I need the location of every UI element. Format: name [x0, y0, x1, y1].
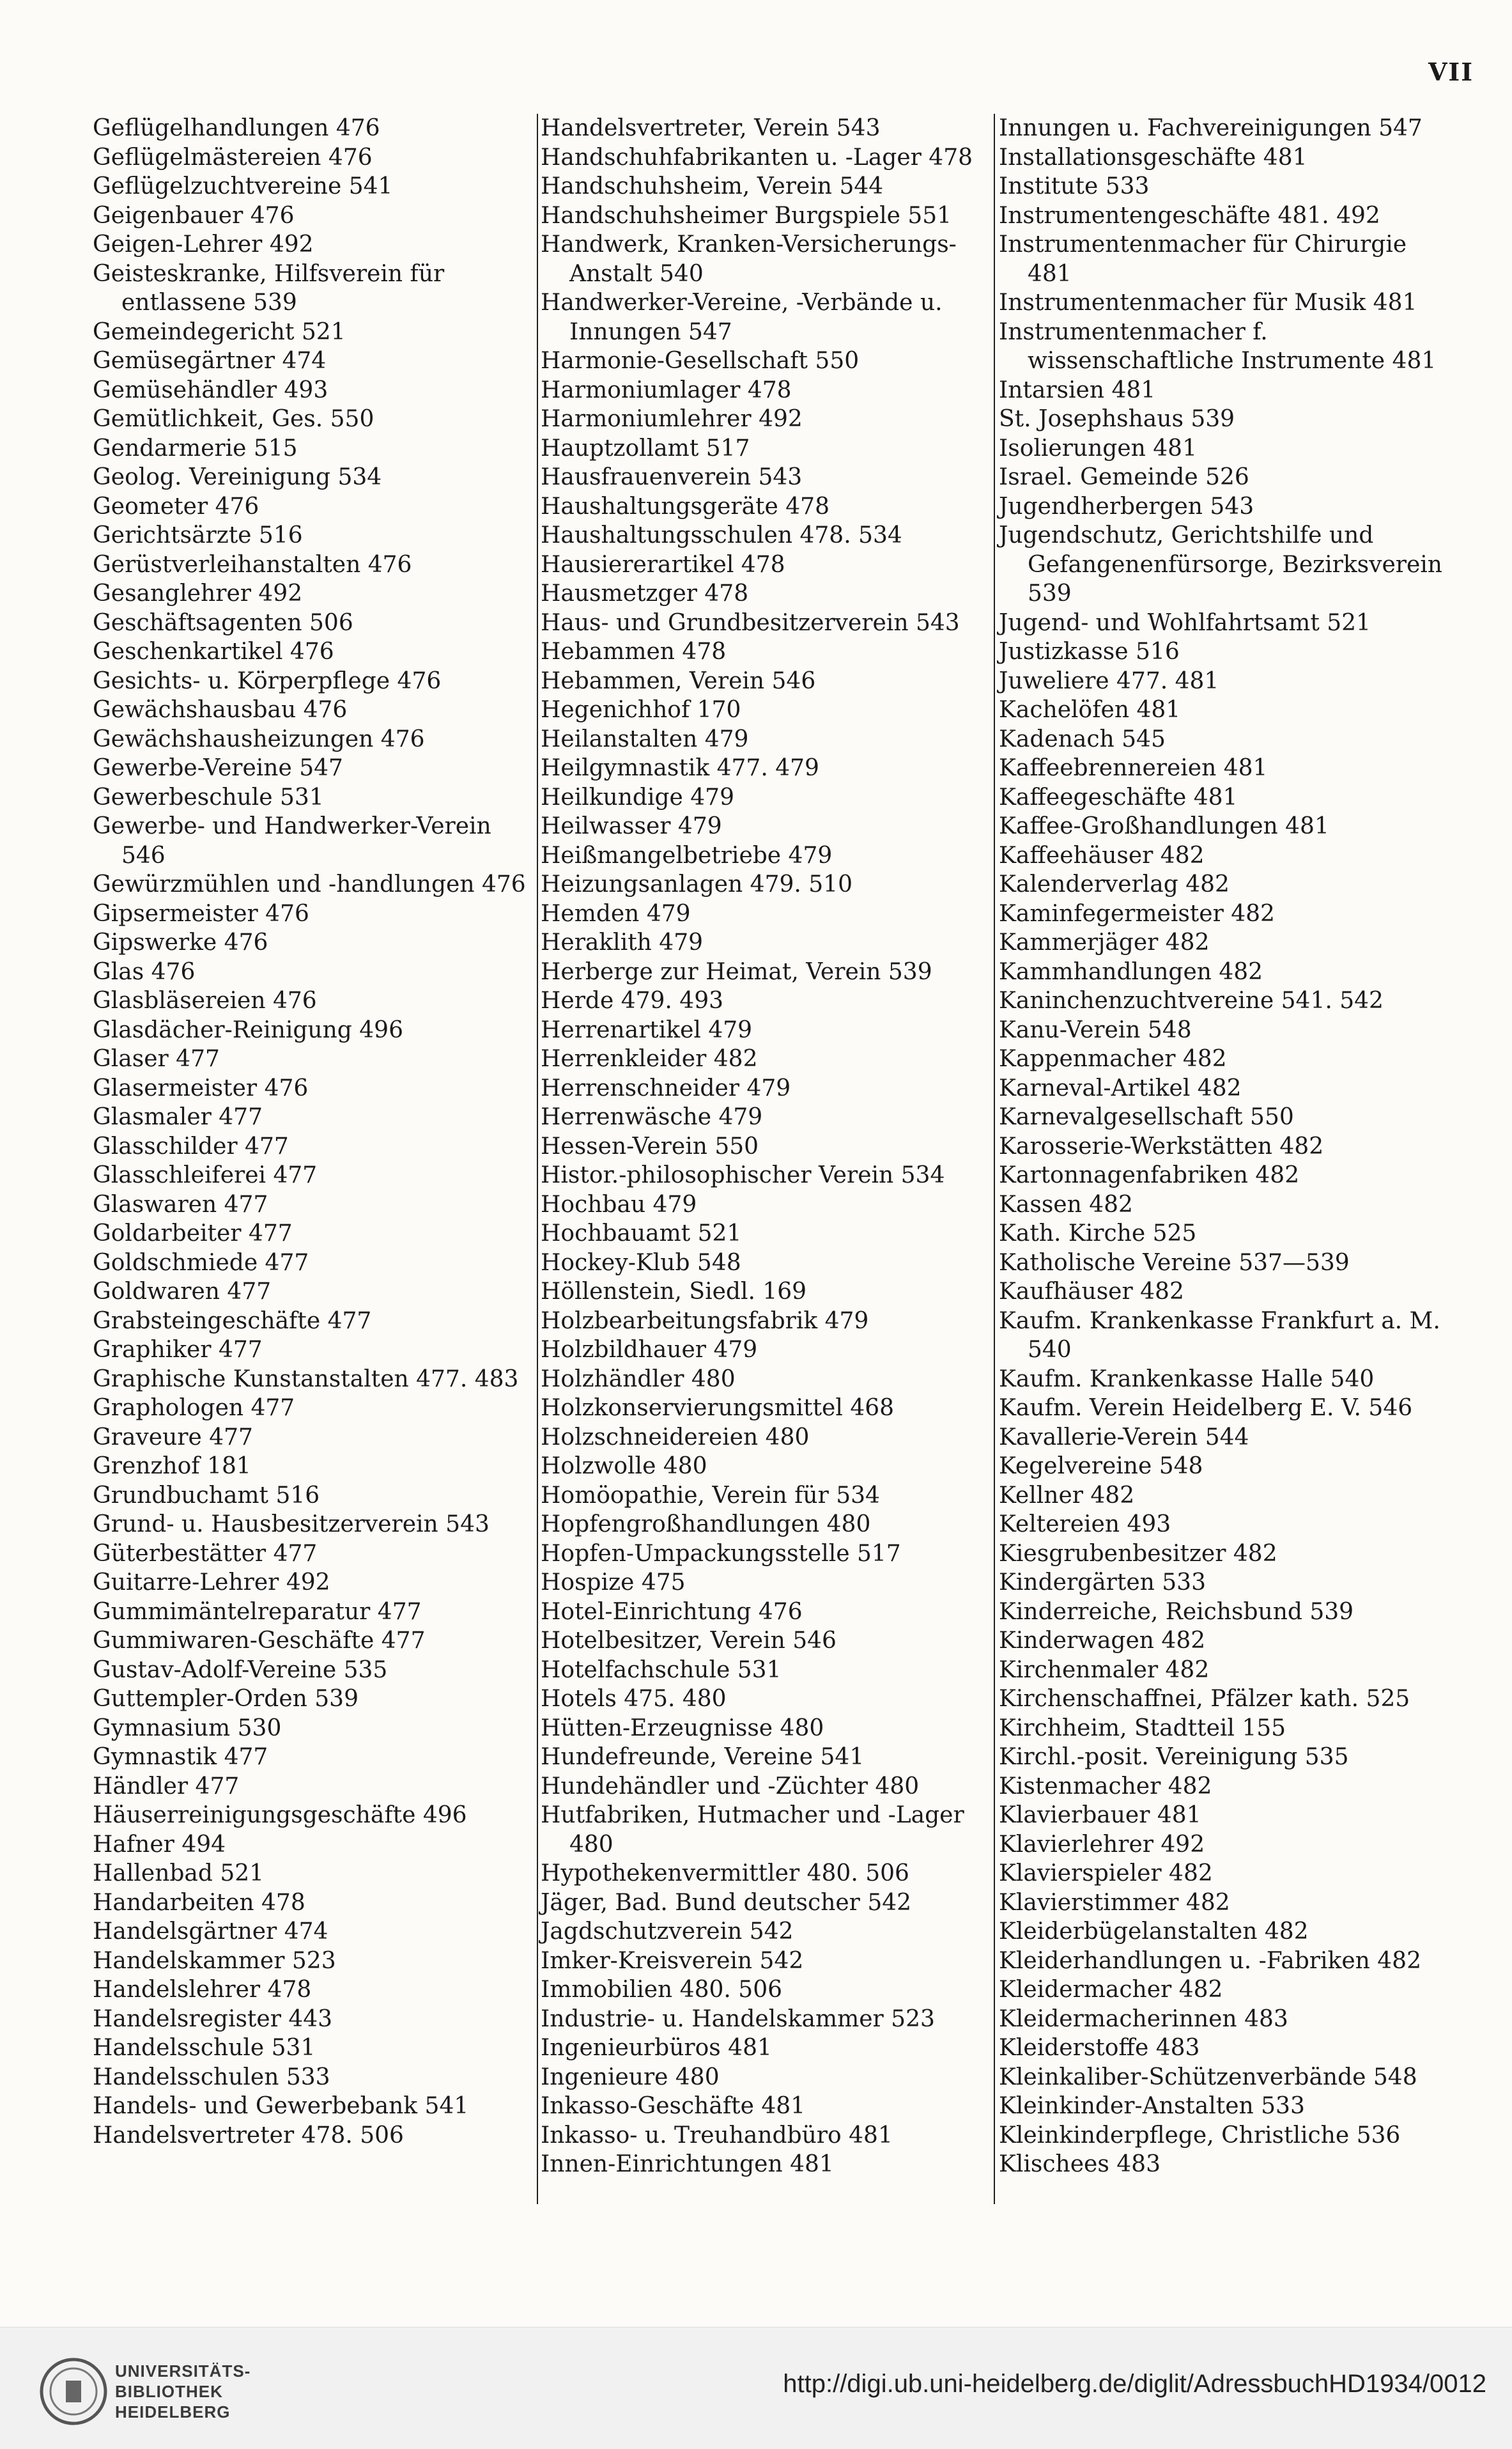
index-entry: Geschenkartikel 476: [93, 639, 334, 665]
index-entry: Holzhändler 480: [541, 1365, 736, 1392]
index-entry: Inkasso-Geschäfte 481: [541, 2093, 806, 2119]
index-entry: Klavierlehrer 492: [999, 1831, 1205, 1858]
index-entry: Kadenach 545: [999, 726, 1166, 752]
index-entry: Handels- und Gewerbebank 541: [93, 2093, 469, 2119]
index-entry: Geflügelhandlungen 476: [93, 115, 380, 141]
index-entry: Jäger, Bad. Bund deutscher 542: [541, 1889, 912, 1916]
index-entry: Klavierstimmer 482: [999, 1889, 1230, 1916]
index-entry: Kath. Kirche 525: [999, 1220, 1197, 1247]
index-entry: Güterbestätter 477: [93, 1540, 318, 1567]
index-entry: Herrenschneider 479: [541, 1075, 791, 1101]
index-entry: Kleiderbügelanstalten 482: [999, 1918, 1309, 1945]
index-entry: Hopfengroßhandlungen 480: [541, 1511, 871, 1537]
index-entry: Grundbuchamt 516: [93, 1482, 320, 1509]
index-entry: Kindergärten 533: [999, 1569, 1206, 1596]
index-entry: Kanu-Verein 548: [999, 1016, 1192, 1043]
index-entry: Hausiererartikel 478: [541, 551, 785, 578]
index-entry: Glasbläsereien 476: [93, 988, 317, 1014]
index-entry: Hochbau 479: [541, 1191, 697, 1218]
index-entry: Graphiker 477: [93, 1337, 263, 1363]
index-entry: Institute 533: [999, 173, 1150, 199]
index-entry: Herde 479. 493: [541, 988, 724, 1014]
index-entry: Gewürzmühlen und -handlungen 476: [93, 871, 526, 898]
index-entry: Kleiderhandlungen u. -Fabriken 482: [999, 1947, 1421, 1974]
index-entry: Kistenmacher 482: [999, 1773, 1212, 1800]
column-divider: [994, 114, 995, 2204]
index-entry: Handschuhsheimer Burgspiele 551: [541, 202, 952, 229]
index-entry: Hütten-Erzeugnisse 480: [541, 1714, 824, 1741]
index-entry: Kinderreiche, Reichsbund 539: [999, 1598, 1354, 1625]
index-entry: Goldarbeiter 477: [93, 1220, 293, 1247]
index-entry: Heilanstalten 479: [541, 726, 749, 752]
index-entry: Grenzhof 181: [93, 1453, 251, 1479]
index-entry: Klavierspieler 482: [999, 1860, 1213, 1886]
index-entry: Häuserreinigungsgeschäfte 496: [93, 1802, 467, 1828]
index-entry: Innungen u. Fachvereinigungen 547: [999, 115, 1423, 141]
index-entry: Gewächshausheizungen 476: [93, 726, 425, 752]
index-entry: Hallenbad 521: [93, 1860, 265, 1886]
index-entry: Holzbearbeitungsfabrik 479: [541, 1307, 869, 1334]
index-entry: Handwerker-Vereine, -Verbände u. Innungen 547: [541, 290, 943, 345]
index-entry: Jugend- und Wohlfahrtsamt 521: [999, 609, 1371, 636]
index-entry: Jugendherbergen 543: [999, 493, 1254, 520]
index-entry: Glas 476: [93, 958, 196, 985]
index-entry: Glaser 477: [93, 1046, 220, 1072]
index-entry: Immobilien 480. 506: [541, 1977, 782, 2003]
index-column-1: [93, 114, 534, 2150]
index-entry: Herrenkleider 482: [541, 1046, 758, 1072]
page-number: VII: [1428, 58, 1474, 86]
index-entry: Kaufm. Krankenkasse Halle 540: [999, 1365, 1375, 1392]
index-entry: Heilwasser 479: [541, 813, 722, 839]
index-entry: Holzwolle 480: [541, 1453, 707, 1479]
index-entry: Kleidermacher 482: [999, 1977, 1223, 2003]
index-entry: Kaminfegermeister 482: [999, 900, 1275, 927]
index-entry: Gemeindegericht 521: [93, 318, 346, 345]
index-entry: Heilgymnastik 477. 479: [541, 755, 819, 781]
index-entry: Handwerk, Kranken-Versicherungs-Anstalt 540: [541, 231, 957, 287]
index-entry: Kaffeebrennereien 481: [999, 755, 1268, 781]
index-entry: Heißmangelbetriebe 479: [541, 842, 833, 869]
index-entry: Gemütlichkeit, Ges. 550: [93, 406, 374, 432]
index-entry: Gerichtsärzte 516: [93, 522, 303, 548]
index-entry: Hotel-Einrichtung 476: [541, 1598, 803, 1625]
index-entry: Geigen-Lehrer 492: [93, 231, 314, 258]
index-entry: Handelsvertreter 478. 506: [93, 2122, 404, 2149]
index-entry: Installationsgeschäfte 481: [999, 144, 1308, 171]
index-entry: Kammerjäger 482: [999, 929, 1210, 956]
index-entry: Geflügelmästereien 476: [93, 144, 373, 171]
logo-line: HEIDELBERG: [115, 2402, 231, 2422]
viewer-footer: [0, 2327, 1512, 2449]
logo-line: UNIVERSITÄTS-: [115, 2361, 251, 2381]
index-entry: Gummimäntelreparatur 477: [93, 1598, 422, 1625]
index-entry: Kleiderstoffe 483: [999, 2035, 1200, 2061]
index-entry: Hutfabriken, Hutmacher und -Lager 480: [541, 1802, 964, 1858]
index-entry: Handelsgärtner 474: [93, 1918, 328, 1945]
index-entry: Kaufm. Verein Heidelberg E. V. 546: [999, 1395, 1413, 1421]
index-entry: Geschäftsagenten 506: [93, 609, 353, 636]
index-entry: Kleinkinder-Anstalten 533: [999, 2093, 1305, 2119]
index-entry: Kalenderverlag 482: [999, 871, 1230, 898]
index-entry: Instrumentenmacher für Chirurgie 481: [999, 231, 1407, 287]
index-entry: Kiesgrubenbesitzer 482: [999, 1540, 1277, 1567]
index-entry: Instrumentenmacher für Musik 481: [999, 290, 1417, 316]
index-column-2: [541, 114, 991, 2179]
index-entry: Herrenartikel 479: [541, 1016, 753, 1043]
index-entry: Gewerbeschule 531: [93, 784, 324, 811]
index-entry: Instrumentenmacher f. wissenschaftliche Instrumente 481: [999, 318, 1437, 374]
index-entry: Hausmetzger 478: [541, 580, 749, 607]
index-entry: Handelsvertreter, Verein 543: [541, 115, 881, 141]
index-entry: Jagdschutzverein 542: [541, 1918, 794, 1945]
index-entry: Katholische Vereine 537—539: [999, 1249, 1350, 1276]
index-entry: Kleinkinderpflege, Christliche 536: [999, 2122, 1401, 2149]
index-entry: Histor.-philosophischer Verein 534: [541, 1162, 945, 1188]
index-entry: Harmoniumlehrer 492: [541, 406, 803, 432]
index-entry: Hemden 479: [541, 900, 691, 927]
index-entry: Heraklith 479: [541, 929, 704, 956]
index-entry: Handelslehrer 478: [93, 1977, 312, 2003]
index-entry: Gummiwaren-Geschäfte 477: [93, 1628, 426, 1654]
index-entry: Holzschneidereien 480: [541, 1424, 810, 1450]
index-entry: Justizkasse 516: [999, 639, 1180, 665]
index-entry: Guttempler-Orden 539: [93, 1686, 359, 1712]
index-entry: Innen-Einrichtungen 481: [541, 2151, 834, 2177]
index-entry: Handelsschule 531: [93, 2035, 316, 2061]
index-entry: Hebammen, Verein 546: [541, 667, 816, 694]
index-entry: Geisteskranke, Hilfsverein für entlassene 539: [93, 260, 445, 316]
index-entry: Kinderwagen 482: [999, 1628, 1206, 1654]
column-divider: [537, 114, 538, 2204]
index-entry: Kassen 482: [999, 1191, 1133, 1218]
index-entry: Hotels 475. 480: [541, 1686, 727, 1712]
index-entry: Kegelvereine 548: [999, 1453, 1203, 1479]
index-entry: Graphologen 477: [93, 1395, 295, 1421]
index-entry: Hospize 475: [541, 1569, 686, 1596]
index-entry: Handschuhsheim, Verein 544: [541, 173, 884, 199]
index-entry: Hockey-Klub 548: [541, 1249, 741, 1276]
index-entry: Herrenwäsche 479: [541, 1104, 763, 1130]
index-entry: Kellner 482: [999, 1482, 1135, 1509]
index-entry: Kirchenmaler 482: [999, 1656, 1210, 1683]
index-entry: Karnevalgesellschaft 550: [999, 1104, 1294, 1130]
permalink-url[interactable]: http://digi.ub.uni-heidelberg.de/diglit/AdressbuchHD1934/0012: [783, 2370, 1486, 2398]
index-entry: Kaufm. Krankenkasse Frankfurt a. M. 540: [999, 1307, 1440, 1363]
index-entry: Imker-Kreisverein 542: [541, 1947, 804, 1974]
index-entry: Hafner 494: [93, 1831, 226, 1858]
index-entry: Gendarmerie 515: [93, 435, 298, 462]
index-entry: Gewerbe- und Handwerker-Verein 546: [93, 813, 491, 869]
index-entry: Karosserie-Werkstätten 482: [999, 1133, 1324, 1160]
index-column-3: [999, 114, 1446, 2179]
index-entry: Graveure 477: [93, 1424, 253, 1450]
index-entry: Kirchheim, Stadtteil 155: [999, 1714, 1286, 1741]
index-entry: Gesanglehrer 492: [93, 580, 303, 607]
index-entry: Gesichts- u. Körperpflege 476: [93, 667, 442, 694]
index-entry: Klavierbauer 481: [999, 1802, 1201, 1828]
index-entry: Keltereien 493: [999, 1511, 1171, 1537]
index-entry: Kleinkaliber-Schützenverbände 548: [999, 2064, 1417, 2090]
index-entry: Hebammen 478: [541, 639, 727, 665]
index-entry: Kaffeehäuser 482: [999, 842, 1205, 869]
index-entry: Holzbildhauer 479: [541, 1337, 758, 1363]
index-entry: Hausfrauenverein 543: [541, 464, 803, 490]
index-entry: Israel. Gemeinde 526: [999, 464, 1249, 490]
index-entry: Klischees 483: [999, 2151, 1161, 2177]
index-entry: Haushaltungsgeräte 478: [541, 493, 829, 520]
index-entry: Kaffeegeschäfte 481: [999, 784, 1238, 811]
index-entry: Hundefreunde, Vereine 541: [541, 1744, 865, 1770]
index-entry: Geflügelzuchtvereine 541: [93, 173, 393, 199]
index-entry: Glasschleiferei 477: [93, 1162, 318, 1188]
index-entry: Kaufhäuser 482: [999, 1279, 1184, 1305]
index-entry: Goldschmiede 477: [93, 1249, 309, 1276]
index-entry: Hauptzollamt 517: [541, 435, 750, 462]
index-entry: Graphische Kunstanstalten 477. 483: [93, 1365, 519, 1392]
index-entry: St. Josephshaus 539: [999, 406, 1235, 432]
index-entry: Grabsteingeschäfte 477: [93, 1307, 372, 1334]
index-entry: Gewerbe-Vereine 547: [93, 755, 343, 781]
index-entry: Hundehändler und -Züchter 480: [541, 1773, 920, 1800]
logo-line: BIBLIOTHEK: [115, 2382, 223, 2401]
index-entry: Handelsschulen 533: [93, 2064, 330, 2090]
index-entry: Kavallerie-Verein 544: [999, 1424, 1249, 1450]
index-entry: Kaninchenzuchtvereine 541. 542: [999, 988, 1384, 1014]
index-entry: Heizungsanlagen 479. 510: [541, 871, 852, 898]
index-entry: Glasmaler 477: [93, 1104, 263, 1130]
index-entry: Hypothekenvermittler 480. 506: [541, 1860, 909, 1886]
index-entry: Ingenieurbüros 481: [541, 2035, 772, 2061]
index-entry: Händler 477: [93, 1773, 240, 1800]
index-entry: Handschuhfabrikanten u. -Lager 478: [541, 144, 973, 171]
index-entry: Hochbauamt 521: [541, 1220, 742, 1247]
index-entry: Kappenmacher 482: [999, 1046, 1227, 1072]
index-entry: Gipswerke 476: [93, 929, 268, 956]
index-entry: Gymnasium 530: [93, 1714, 282, 1741]
index-entry: Kachelöfen 481: [999, 697, 1181, 723]
index-entry: Handarbeiten 478: [93, 1889, 305, 1916]
index-entry: Juweliere 477. 481: [999, 667, 1219, 694]
index-entry: Gipsermeister 476: [93, 900, 309, 927]
index-entry: Haus- und Grundbesitzerverein 543: [541, 609, 960, 636]
index-entry: Haushaltungsschulen 478. 534: [541, 522, 902, 548]
index-entry: Herberge zur Heimat, Verein 539: [541, 958, 932, 985]
index-entry: Kammhandlungen 482: [999, 958, 1263, 985]
index-entry: Grund- u. Hausbesitzerverein 543: [93, 1511, 490, 1537]
index-entry: Kirchl.-posit. Vereinigung 535: [999, 1744, 1349, 1770]
index-entry: Kirchenschaffnei, Pfälzer kath. 525: [999, 1686, 1410, 1712]
index-entry: Industrie- u. Handelskammer 523: [541, 2005, 935, 2032]
index-entry: Hegenichhof 170: [541, 697, 741, 723]
index-entry: Ingenieure 480: [541, 2064, 720, 2090]
index-entry: Gemüsegärtner 474: [93, 348, 327, 374]
index-entry: Harmoniumlager 478: [541, 377, 792, 403]
index-entry: Gemüsehändler 493: [93, 377, 328, 403]
index-entry: Isolierungen 481: [999, 435, 1197, 462]
index-entry: Inkasso- u. Treuhandbüro 481: [541, 2122, 893, 2149]
index-entry: Gymnastik 477: [93, 1744, 268, 1770]
index-entry: Holzkonservierungsmittel 468: [541, 1395, 895, 1421]
index-entry: Homöopathie, Verein für 534: [541, 1482, 880, 1509]
index-entry: Handelskammer 523: [93, 1947, 336, 1974]
index-entry: Höllenstein, Siedl. 169: [541, 1279, 807, 1305]
index-entry: Hopfen-Umpackungsstelle 517: [541, 1540, 901, 1567]
university-seal-icon: [38, 2356, 109, 2427]
index-entry: Glasdächer-Reinigung 496: [93, 1016, 403, 1043]
index-entry: Gewächshausbau 476: [93, 697, 348, 723]
index-entry: Handelsregister 443: [93, 2005, 333, 2032]
index-entry: Harmonie-Gesellschaft 550: [541, 348, 860, 374]
index-entry: Karneval-Artikel 482: [999, 1075, 1242, 1101]
index-entry: Guitarre-Lehrer 492: [93, 1569, 330, 1596]
index-entry: Gustav-Adolf-Vereine 535: [93, 1656, 388, 1683]
index-entry: Instrumentengeschäfte 481. 492: [999, 202, 1380, 229]
index-entry: Gerüstverleihanstalten 476: [93, 551, 412, 578]
index-entry: Glasermeister 476: [93, 1075, 309, 1101]
index-entry: Kartonnagenfabriken 482: [999, 1162, 1300, 1188]
index-entry: Heilkundige 479: [541, 784, 734, 811]
index-entry: Geometer 476: [93, 493, 259, 520]
index-entry: Geolog. Vereinigung 534: [93, 464, 382, 490]
index-entry: Hotelfachschule 531: [541, 1656, 782, 1683]
index-entry: Geigenbauer 476: [93, 202, 295, 229]
index-entry: Hotelbesitzer, Verein 546: [541, 1628, 837, 1654]
index-entry: Kaffee-Großhandlungen 481: [999, 813, 1329, 839]
index-entry: Hessen-Verein 550: [541, 1133, 759, 1160]
index-entry: Intarsien 481: [999, 377, 1156, 403]
index-entry: Glasschilder 477: [93, 1133, 289, 1160]
index-entry: Kleidermacherinnen 483: [999, 2005, 1288, 2032]
index-entry: Jugendschutz, Gerichtshilfe und Gefangenenfürsorge, Bezirksverein 539: [999, 522, 1442, 607]
index-entry: Goldwaren 477: [93, 1279, 272, 1305]
index-entry: Glaswaren 477: [93, 1191, 268, 1218]
library-logo-text: [115, 2361, 251, 2422]
